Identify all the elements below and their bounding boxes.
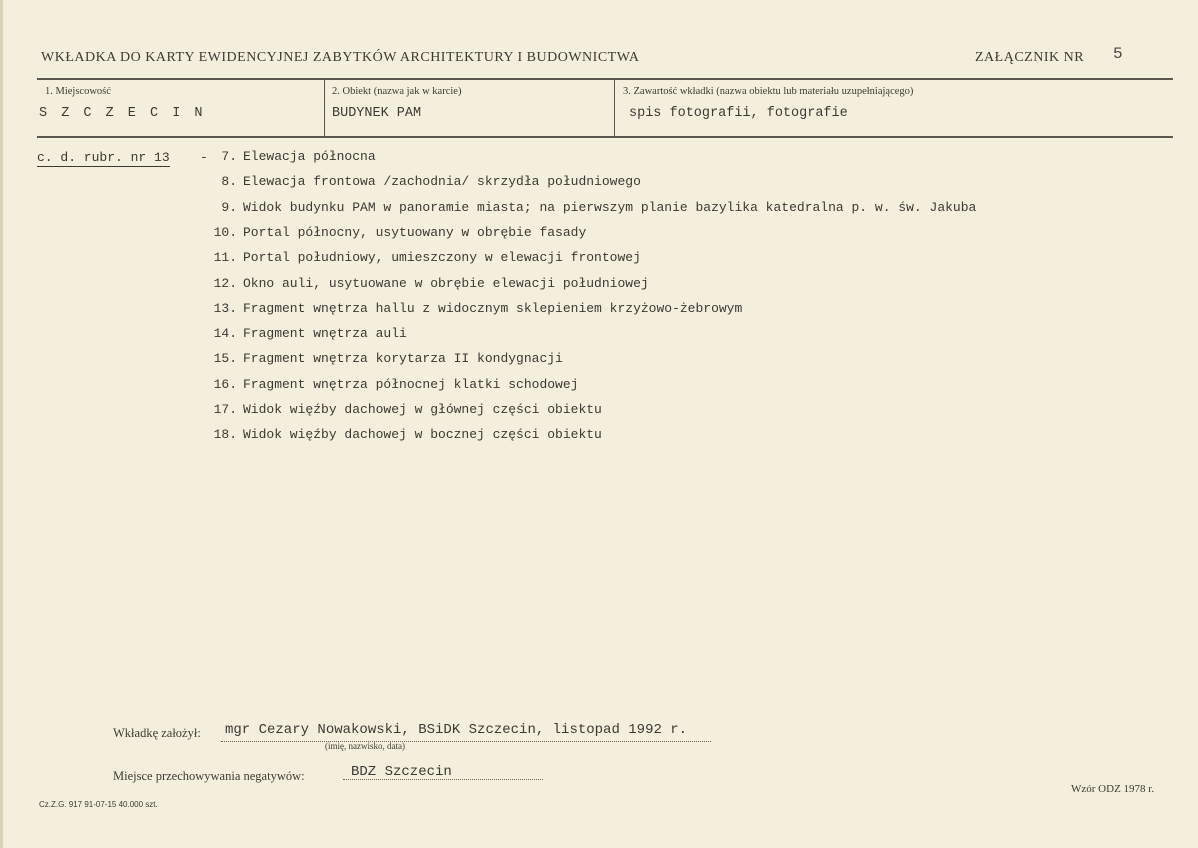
list-item-text: Portal północny, usytuowany w obrębie fasady [243,224,587,240]
list-item-number: 10. [213,224,237,240]
author-dotted-line [221,741,711,742]
header-bottom-rule [37,136,1173,138]
list-item-text: Elewacja północna [243,149,376,164]
locality-label: 1. Miejscowość [45,86,111,97]
list-item-text: Fragment wnętrza auli [243,326,407,342]
list-item-number: 11. [213,250,237,266]
continuation-dash: - [200,150,208,165]
content-label: 3. Zawartość wkładki (nazwa obiektu lub materiału uzupełniającego) [623,86,914,97]
object-label: 2. Obiekt (nazwa jak w karcie) [332,86,462,97]
list-item-number: 7. [221,149,237,164]
list-item-number: 8. [221,174,237,190]
list-item-text: Widok więźby dachowej w głównej części obiektu [243,402,602,417]
content-value: spis fotografii, fotografie [629,106,848,121]
author-sublabel: (imię, nazwisko, data) [325,741,405,751]
list-item-number: 17. [213,402,237,417]
object-value: BUDYNEK PAM [332,106,422,121]
list-item-text: Okno auli, usytuowane w obrębie elewacji południowej [243,275,649,291]
author-label: Wkładkę założył: [113,726,201,740]
list-item-text: Fragment wnętrza hallu z widocznym sklepieniem krzyżowo-żebrowym [243,300,743,316]
header-top-rule [37,78,1173,80]
author-value: mgr Cezary Nowakowski, BSiDK Szczecin, listopad 1992 r. [225,722,688,738]
list-item-text: Widok więźby dachowej w bocznej części obiektu [243,427,602,443]
attachment-number: 5 [1113,45,1123,63]
locality-value: S Z C Z E C I N [39,106,206,121]
list-item-number: 15. [213,351,237,367]
storage-label: Miejsce przechowywania negatywów: [113,769,305,783]
list-item-number: 13. [213,300,237,316]
attachment-label: ZAŁĄCZNIK NR [975,50,1085,65]
list-item-number: 14. [213,326,237,342]
list-item-number: 18. [213,427,237,443]
list-item-text: Elewacja frontowa /zachodnia/ skrzydła południowego [243,174,641,190]
list-item-number: 12. [213,275,237,291]
storage-value: BDZ Szczecin [351,764,452,780]
field-divider-1 [324,80,325,136]
document-title: WKŁADKA DO KARTY EWIDENCYJNEJ ZABYTKÓW ARCHITEKTURY I BUDOWNICTWA [41,50,640,65]
list-item-number: 9. [221,199,237,215]
form-version: Wzór ODZ 1978 r. [1071,783,1155,795]
list-item-text: Fragment wnętrza północnej klatki schodowej [243,376,579,392]
list-item-number: 16. [213,376,237,392]
list-item-text: Portal południowy, umieszczony w elewacji frontowej [243,250,641,266]
field-divider-2 [614,80,615,136]
list-item-text: Widok budynku PAM w panoramie miasta; na pierwszym planie bazylika katedralna p. w. św. Jakuba [243,199,977,215]
list-item-text: Fragment wnętrza korytarza II kondygnacji [243,351,563,367]
continuation-ref: c. d. rubr. nr 13 [37,150,170,165]
print-info: Cz.Z.G. 917 91-07-15 40.000 szt. [39,800,158,809]
